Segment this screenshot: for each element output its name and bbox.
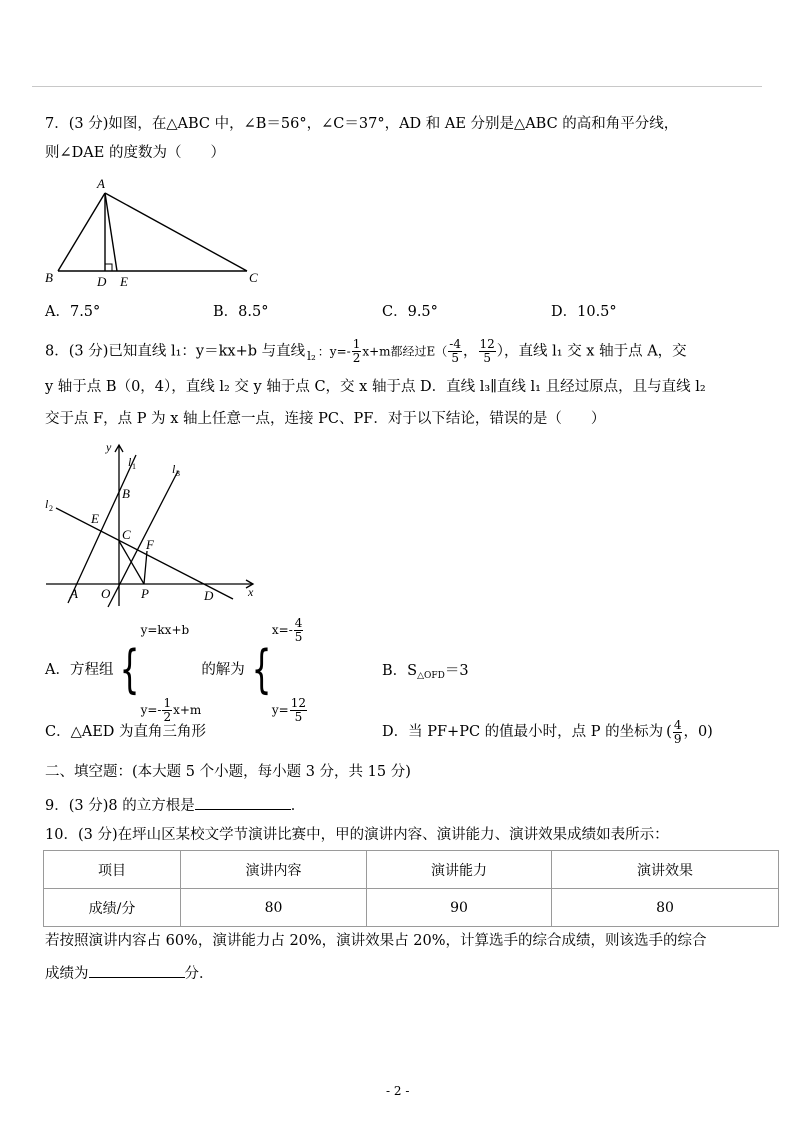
q10-answer-blank[interactable]: [89, 962, 185, 978]
q7-choice-b: B．8.5°: [213, 304, 269, 320]
table-header-cell: 演讲内容: [181, 851, 367, 889]
q9-end: ．: [290, 798, 306, 814]
q10-text-line3: [45, 962, 214, 984]
q8-point-e-label: E: [91, 511, 99, 526]
q10-text-line1: 10．(3 分)在坪山区某校文学节演讲比赛中，甲的演讲内容、演讲能力、演讲效果成绩如表所示：: [45, 827, 669, 843]
q8-e-x-den: 5: [451, 351, 459, 365]
q7-label-c: C: [249, 270, 258, 285]
q8-choice-a-middle: 的解为: [201, 662, 245, 678]
q8-choice-b-text: B．S: [382, 663, 418, 679]
q8-choice-d-end: ，0): [683, 724, 713, 740]
q8-point-b-label: B: [122, 486, 130, 501]
q7-choice-a: A．7.5°: [45, 304, 101, 320]
q7-choice-c: C．9.5°: [382, 304, 438, 320]
q8-system-eq2-b: x+m: [173, 703, 202, 717]
q8-point-d-label: D: [204, 588, 214, 603]
q8-text-line2: y 轴于点 B（0，4），直线 l₂ 交 y 轴于点 C，交 x 轴于点 D．直线 l₃∥直线 l₁ 且经过原点，且与直线 l₂: [45, 379, 706, 395]
q8-axis-y-label: y: [106, 440, 112, 454]
q7-label-d: D: [97, 274, 107, 289]
table-header-cell: 演讲效果: [552, 851, 779, 889]
q10-line3-prefix: 成绩为: [45, 966, 89, 982]
q9-text: [45, 794, 305, 816]
q8-choice-d-num: 4: [673, 717, 682, 732]
q8-solution-x-frac: [294, 617, 304, 644]
q8-system-eq2-a: y=-: [140, 703, 162, 717]
q8-system-half-den: 2: [163, 710, 172, 724]
q8-label-l1: l: [128, 455, 132, 469]
q8-line1-part-d: ），直线 l₁ 交 x 轴于点 A，交: [496, 343, 687, 360]
q7-label-a: A: [97, 176, 105, 191]
q8-axis-x-label: x: [248, 585, 254, 599]
q8-e-x-num: -4: [449, 337, 461, 351]
table-row: [44, 889, 779, 927]
q8-point-e: E（: [426, 344, 448, 359]
q8-solution-x-den: 5: [294, 630, 303, 644]
q8-half-fraction: [352, 338, 362, 365]
q8-coordinate-graph: [38, 433, 268, 608]
q7-text-line2: 则∠DAE 的度数为（ ）: [45, 145, 225, 161]
q8-half-num: 1: [352, 337, 361, 351]
q8-system-half-num: 1: [163, 696, 172, 710]
table-cell: 90: [367, 889, 552, 927]
q8-line1-part-a: 8．(3 分)已知直线 l₁：y＝kx+b 与直线: [45, 343, 306, 360]
q8-solution-y: [272, 672, 308, 748]
q10-text-line2: 若按照演讲内容占 60%，演讲能力占 20%，演讲效果占 20%，计算选手的综合成绩，则该选手的综合: [45, 933, 707, 949]
q7-label-e: E: [120, 274, 128, 289]
q9-prompt: 9．(3 分)8 的立方根是: [45, 798, 195, 814]
table-cell: 成绩/分: [44, 889, 181, 927]
q8-system-eq1: y=kx+b: [140, 623, 190, 637]
table-header-cell: 演讲能力: [367, 851, 552, 889]
q8-comma: ，: [463, 343, 478, 360]
q8-choice-c: C．△AED 为直角三角形: [45, 724, 207, 740]
page-number: - 2 -: [386, 1084, 410, 1098]
q8-e-y-den: 5: [483, 351, 491, 365]
q8-half-den: 2: [352, 351, 361, 365]
q8-line1-part-b: ：y=-: [317, 344, 351, 359]
q8-e-x-fraction: [448, 338, 462, 365]
q8-choice-b-end: ＝3: [444, 663, 469, 679]
q8-l2-label: l₂: [307, 348, 316, 363]
q8-label-l1-sub: 1: [132, 462, 136, 471]
q8-choice-d-den: 9: [673, 731, 682, 746]
q8-text-line1: [45, 338, 687, 368]
q8-choice-d-text: D．当 PF+PC 的值最小时，点 P 的坐标为: [382, 724, 664, 740]
q8-label-l3: l: [172, 462, 176, 476]
q8-choice-a: [45, 616, 308, 724]
q8-solution-y-frac: [290, 697, 307, 724]
q8-solution-y-den: 5: [294, 710, 303, 724]
q8-point-f-label: F: [146, 537, 154, 552]
q8-solution-brace: {: [251, 640, 272, 700]
q8-point-a-label: A: [70, 586, 78, 601]
q8-e-y-fraction: [479, 338, 496, 365]
q9-answer-blank[interactable]: [195, 794, 291, 810]
q8-solution-y-label: y=: [271, 703, 289, 717]
q8-origin-label: O: [101, 586, 111, 601]
table-row: [44, 851, 779, 889]
q8-solution-x-label: x=-: [271, 623, 293, 637]
section-2-heading: 二、填空题：(本大题 5 个小题，每小题 3 分，共 15 分): [45, 764, 411, 780]
q8-solution: [272, 592, 308, 748]
q8-choice-b-sub: △OFD: [417, 671, 445, 681]
q8-label-l2: l: [45, 497, 49, 511]
q8-text-line3: 交于点 F，点 P 为 x 轴上任意一点，连接 PC、PF．对于以下结论，错误的是（ ）: [45, 411, 606, 427]
q8-choice-d: [382, 715, 713, 749]
q7-choice-d: D．10.5°: [551, 304, 617, 320]
table-header-cell: 项目: [44, 851, 181, 889]
table-cell: 80: [552, 889, 779, 927]
q7-label-b: B: [45, 270, 53, 285]
q7-text-line1: 7．(3 分)如图，在△ABC 中，∠B＝56°，∠C＝37°，AD 和 AE 分别是△ABC 的高和角平分线，: [45, 116, 679, 132]
q8-system-brace: {: [120, 640, 140, 700]
q8-choice-a-prefix: A．方程组: [45, 662, 114, 678]
q8-point-p-label: P: [141, 586, 149, 601]
q8-solution-y-num: 12: [290, 696, 307, 710]
q8-system-half: [162, 697, 172, 724]
q10-score-table: [43, 850, 779, 927]
q8-solution-x: [272, 592, 308, 668]
q8-solution-x-num: 4: [294, 616, 303, 630]
q8-choice-d-open: (: [666, 724, 672, 740]
q8-choice-b: [382, 661, 469, 686]
q8-label-l3-sub: 3: [176, 469, 180, 478]
table-cell: 80: [181, 889, 367, 927]
q8-point-c-label: C: [122, 527, 131, 542]
q8-label-l2-sub: 2: [49, 504, 53, 513]
q10-line3-suffix: 分．: [184, 966, 214, 982]
q7-triangle-figure: [40, 175, 270, 293]
q8-choice-d-frac: [673, 719, 683, 746]
header-rule: [32, 86, 762, 87]
q8-line1-part-c: x+m都经过: [362, 344, 427, 359]
q8-e-y-num: 12: [479, 337, 495, 351]
